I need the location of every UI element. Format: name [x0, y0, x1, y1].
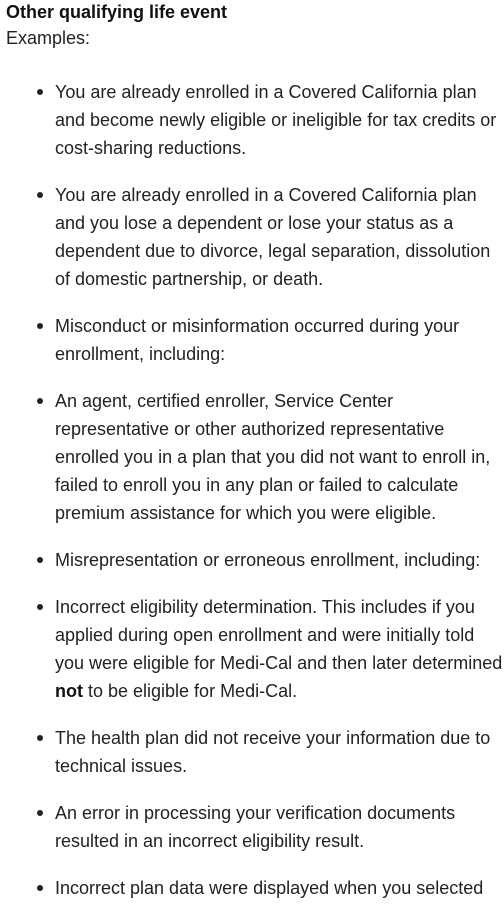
bullet-icon	[37, 557, 43, 563]
list-item	[6, 593, 504, 705]
list-item	[6, 724, 504, 780]
list-item	[6, 387, 504, 527]
list-item	[6, 78, 504, 162]
bullet-icon	[37, 735, 43, 741]
bullet-icon	[37, 323, 43, 329]
list-item	[6, 312, 504, 368]
life-event-section	[6, 0, 504, 921]
event-list	[6, 78, 504, 902]
list-item-text-after: to be eligible for Medi-Cal.	[82, 681, 298, 701]
list-item	[6, 181, 504, 293]
emphasis-not: not	[55, 681, 83, 701]
list-item-text: Misconduct or misinformation occurred during your enrollment, including:	[55, 316, 460, 364]
list-item-text: You are already enrolled in a Covered California plan and become newly eligible or ineligible for tax credits or cost-sharing reductions.	[55, 82, 497, 158]
list-item	[6, 874, 504, 902]
list-item-text: An agent, certified enroller, Service Center representative or other authorized representative enrolled you in a plan that you did not want to enroll in, failed to enroll you in any plan or failed to calculate premium assistance for which you were eligible.	[55, 391, 491, 523]
bullet-icon	[37, 398, 43, 404]
section-intro: Examples:	[6, 28, 91, 48]
list-item-text: Misrepresentation or erroneous enrollment, including:	[55, 550, 481, 570]
list-item	[6, 799, 504, 855]
list-item	[6, 546, 504, 574]
list-item-text: The health plan did not receive your information due to technical issues.	[55, 728, 491, 776]
bullet-icon	[37, 604, 43, 610]
bullet-icon	[37, 885, 43, 891]
bullet-icon	[37, 89, 43, 95]
bullet-icon	[37, 192, 43, 198]
list-item-text: Incorrect plan data were displayed when you selected	[55, 878, 484, 898]
bullet-icon	[37, 810, 43, 816]
list-item-text-before: Incorrect eligibility determination. This includes if you applied during open enrollment and were initially told you were eligible for Medi-Cal and then later determined	[55, 597, 503, 673]
list-item-text: You are already enrolled in a Covered California plan and you lose a dependent or lose your status as a dependent due to divorce, legal separation, dissolution of domestic partnership, or death.	[55, 185, 491, 289]
list-item-text: An error in processing your verification documents resulted in an incorrect eligibility result.	[55, 803, 456, 851]
section-heading: Other qualifying life event	[6, 2, 228, 22]
